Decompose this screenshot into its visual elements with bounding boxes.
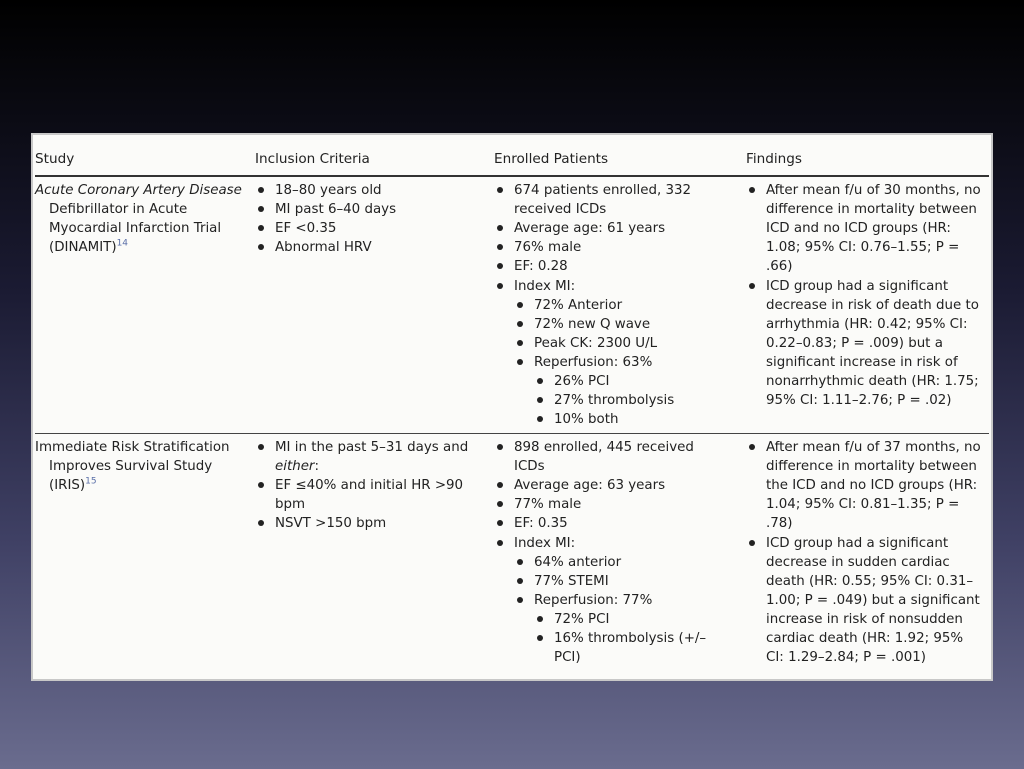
header-inclusion-criteria: Inclusion Criteria (252, 141, 472, 176)
criteria-cell (252, 176, 472, 434)
reference-superscript: 14 (116, 238, 129, 249)
study-name-italic: Acute Coronary Artery Disease (35, 183, 242, 199)
list-item: 18–80 years old (255, 181, 472, 200)
list-item: Average age: 61 years (494, 219, 711, 238)
index-mi-label: Index MI: (514, 535, 576, 551)
findings-cell (711, 176, 989, 434)
header-findings: Findings (711, 141, 989, 176)
list-item: 72% Anterior (514, 296, 711, 315)
criteria-cell (252, 434, 472, 680)
list-item-reperfusion (514, 591, 711, 667)
list-item: 10% both (534, 410, 711, 429)
criteria-text: MI in the past 5–31 days and (275, 440, 469, 456)
list-item: 72% PCI (534, 610, 711, 629)
header-study: Study (35, 141, 252, 176)
enrolled-cell (472, 176, 711, 434)
criteria-emphasis: either (275, 459, 315, 475)
trials-table (35, 141, 989, 679)
header-row (35, 141, 989, 176)
study-name-rest: Defibrillator in Acute Myocardial Infarction Trial (DINAMIT) (49, 202, 222, 256)
list-item: EF: 0.35 (494, 514, 711, 533)
list-item-reperfusion (514, 353, 711, 429)
table-panel (31, 133, 993, 681)
enrolled-cell (472, 434, 711, 680)
list-item: 898 enrolled, 445 received ICDs (494, 438, 711, 476)
list-item: 72% new Q wave (514, 315, 711, 334)
study-cell (35, 176, 252, 434)
table-row (35, 176, 989, 434)
list-item: ICD group had a significant decrease in sudden cardiac death (HR: 0.55; 95% CI: 0.31–1.00; P = .049) but a significant increase in risk of nonsudden cardiac death (HR: 1.92; 95% CI: 1.29–2.84; P = .001) (746, 534, 989, 668)
list-item: 77% STEMI (514, 572, 711, 591)
list-item: ICD group had a significant decrease in risk of death due to arrhythmia (HR: 0.42; 95% CI: 0.22–0.83; P = .009) but a significant increase in risk of nonarrhythmic death (HR: 1.75; 95% CI: 1.11–2.76; P = .02) (746, 277, 989, 411)
list-item: 76% male (494, 238, 711, 257)
study-name-text: Immediate Risk Stratification Improves Survival Study (IRIS) (35, 440, 230, 494)
findings-cell (711, 434, 989, 680)
list-item: MI in the past 5–31 days and either: (255, 438, 472, 476)
list-item: Abnormal HRV (255, 238, 472, 257)
reference-superscript: 15 (85, 476, 97, 487)
list-item: 16% thrombolysis (+/– PCI) (534, 629, 711, 667)
reperfusion-label: Reperfusion: 63% (534, 354, 653, 370)
list-item: 674 patients enrolled, 332 received ICDs (494, 181, 711, 219)
header-enrolled-patients: Enrolled Patients (472, 141, 711, 176)
list-item-index-mi (494, 277, 711, 430)
list-item: EF: 0.28 (494, 257, 711, 276)
list-item: Peak CK: 2300 U/L (514, 334, 711, 353)
list-item: MI past 6–40 days (255, 200, 472, 219)
list-item: EF <0.35 (255, 219, 472, 238)
list-item: 26% PCI (534, 372, 711, 391)
list-item: 77% male (494, 495, 711, 514)
index-mi-label: Index MI: (514, 278, 576, 294)
study-cell (35, 434, 252, 680)
study-name (35, 438, 252, 495)
list-item-index-mi (494, 534, 711, 668)
list-item: NSVT >150 bpm (255, 514, 472, 533)
table-row (35, 434, 989, 680)
list-item: Average age: 63 years (494, 476, 711, 495)
list-item: After mean f/u of 37 months, no difference in mortality between the ICD and no ICD groups (HR: 1.04; 95% CI: 0.81–1.35; P = .78) (746, 438, 989, 533)
reperfusion-label: Reperfusion: 77% (534, 592, 653, 608)
list-item: After mean f/u of 30 months, no difference in mortality between ICD and no ICD groups (HR: 1.08; 95% CI: 0.76–1.55; P = .66) (746, 181, 989, 276)
list-item: 64% anterior (514, 553, 711, 572)
study-name (35, 181, 252, 257)
list-item: 27% thrombolysis (534, 391, 711, 410)
list-item: EF ≤40% and initial HR >90 bpm (255, 476, 472, 514)
